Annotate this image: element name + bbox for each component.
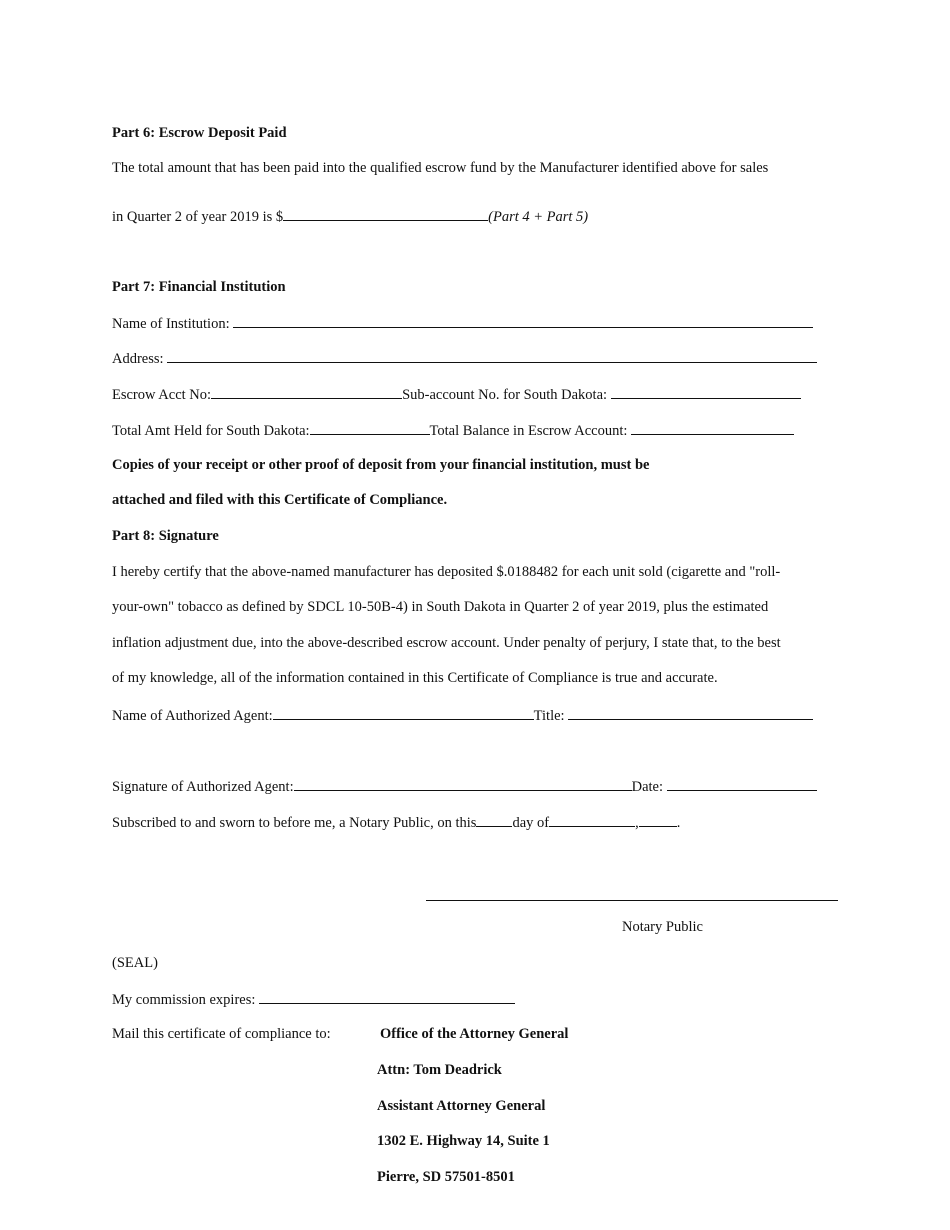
escrow-amount-field[interactable] [283, 206, 488, 221]
notary-month-field[interactable] [549, 812, 635, 827]
notice-line1: Copies of your receipt or other proof of deposit from your financial institution, must be [112, 457, 650, 473]
institution-name-row [112, 313, 813, 333]
date-field[interactable] [667, 776, 817, 791]
cert-line4: of my knowledge, all of the information contained in this Certificate of Compliance is true and accurate. [112, 670, 718, 686]
commission-expires-field[interactable] [259, 989, 515, 1004]
totals-row [112, 420, 794, 440]
cert-line1: I hereby certify that the above-named manufacturer has deposited $.0188482 for each unit sold (cigarette and "roll- [112, 564, 781, 580]
mail-to-label: Mail this certificate of compliance to: [112, 1026, 331, 1042]
notary-signature-line[interactable] [426, 900, 838, 901]
subaccount-field[interactable] [611, 384, 801, 399]
escrow-acct-label: Escrow Acct No: [112, 387, 212, 403]
institution-name-label: Name of Institution: [112, 316, 230, 332]
part6-heading: Part 6: Escrow Deposit Paid [112, 125, 287, 141]
agent-name-label: Name of Authorized Agent: [112, 708, 273, 724]
notary-sub-period: . [676, 815, 681, 831]
institution-name-field[interactable] [233, 313, 813, 328]
signature-label: Signature of Authorized Agent: [112, 779, 294, 795]
address-field[interactable] [167, 348, 817, 363]
total-held-field[interactable] [310, 420, 430, 435]
notary-public-label: Notary Public [622, 919, 703, 935]
address-row [112, 348, 817, 368]
total-balance-field[interactable] [631, 420, 794, 435]
cert-line3: inflation adjustment due, into the above-described escrow account. Under penalty of perjury, I state that, to the best [112, 635, 781, 651]
notice-line2: attached and filed with this Certificate of Compliance. [112, 492, 448, 508]
total-held-label: Total Amt Held for South Dakota: [112, 423, 310, 439]
notary-day-field[interactable] [476, 812, 512, 827]
mail-address-line: Office of the Attorney General [380, 1026, 569, 1042]
title-label: Title: [533, 708, 565, 724]
mail-address-line: 1302 E. Highway 14, Suite 1 [377, 1133, 550, 1149]
escrow-acct-row [112, 384, 801, 404]
agent-name-field[interactable] [273, 705, 534, 720]
commission-label: My commission expires: [112, 992, 256, 1008]
subaccount-label: Sub-account No. for South Dakota: [402, 387, 608, 403]
part7-heading: Part 7: Financial Institution [112, 279, 286, 295]
notary-sub-comma: , [635, 815, 639, 831]
notary-year-field[interactable] [639, 812, 677, 827]
notary-sub-prefix: Subscribed to and sworn to before me, a Notary Public, on this [112, 815, 477, 831]
mail-address-line: Attn: Tom Deadrick [377, 1062, 502, 1078]
notary-subscription-row [112, 812, 680, 832]
title-field[interactable] [568, 705, 813, 720]
total-balance-label: Total Balance in Escrow Account: [429, 423, 628, 439]
signature-row [112, 776, 817, 796]
mail-address-line: Pierre, SD 57501-8501 [377, 1169, 515, 1185]
commission-row [112, 989, 515, 1009]
part6-text-line2-prefix: in Quarter 2 of year 2019 is $ [112, 209, 284, 225]
part6-amount-row [112, 206, 588, 226]
part8-heading: Part 8: Signature [112, 528, 219, 544]
date-label: Date: [631, 779, 664, 795]
signature-field[interactable] [294, 776, 632, 791]
part6-formula-note: (Part 4 + Part 5) [488, 209, 589, 225]
mail-address-line: Assistant Attorney General [377, 1098, 546, 1114]
escrow-acct-field[interactable] [211, 384, 402, 399]
notary-sub-day: day of [512, 815, 550, 831]
cert-line2: your-own" tobacco as defined by SDCL 10-50B-4) in South Dakota in Quarter 2 of year 2019, plus the estimated [112, 599, 769, 615]
agent-name-row [112, 705, 813, 725]
part6-text-line1: The total amount that has been paid into the qualified escrow fund by the Manufacturer identified above for sales [112, 160, 769, 176]
seal-label: (SEAL) [112, 955, 158, 971]
address-label: Address: [112, 351, 164, 367]
